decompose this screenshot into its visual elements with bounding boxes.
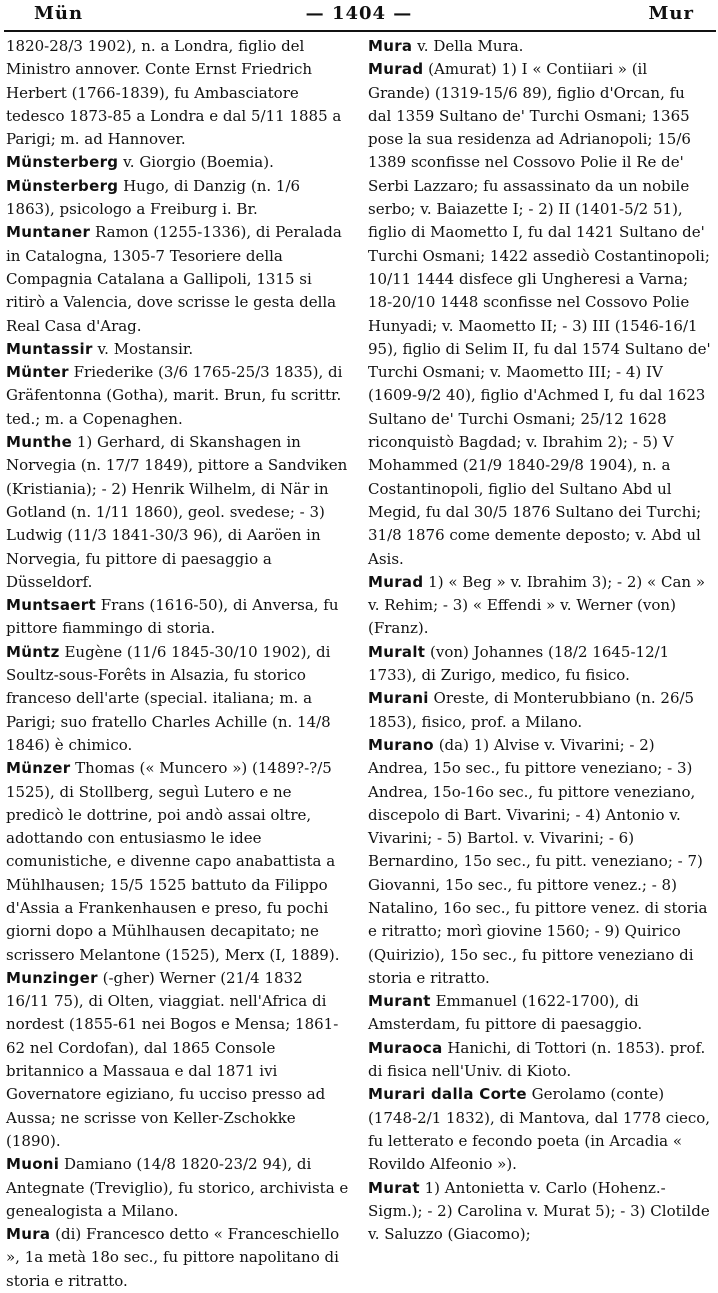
entry-text: Gerolamo (conte) (1748-2/1 1832), di Mantova, dal 1778 cieco, fu letterato e fecondo poeta (in Arcadia « Rovildo Alfeonio »).: [368, 1085, 711, 1174]
entry: [6, 1153, 350, 1223]
entry-headword: Muraoca: [368, 1038, 443, 1057]
entry-text: Ramon (1255-1336), di Peralada in Catalogna, 1305-7 Tesoriere della Compagnia Catalana a Gallipoli, 1315 si ritirò a Valencia, dove scrisse le gesta della Real Casa d'Arag.: [6, 223, 342, 335]
entry-text: v. Della Mura.: [417, 37, 524, 55]
header-rule: [4, 30, 716, 32]
entry-headword: Muntassir: [6, 339, 93, 358]
entry-text: (-gher) Werner (21/4 1832 16/11 75), di Olten, viaggiat. nell'Africa di nordest (1855-61 nei Bogos e Mensa; 1861-62 nel Cordofan), dal 1865 Console britannico a Massaua e dal 1871 ivi Governatore egiziano, fu ucciso presso ad Aussa; ne scrisse von Keller-Zschokke (1890).: [6, 968, 339, 1150]
entry: [368, 734, 712, 990]
entry: [6, 757, 350, 967]
entry-text: (di) Francesco detto « Franceschiello », 1a metà 18o sec., fu pittore napolitano di storia e ritratto.: [6, 1225, 340, 1290]
entry-headword: Mura: [6, 1225, 51, 1244]
entry-headword: Murat: [368, 1178, 420, 1197]
entry-text: 1) Antonietta v. Carlo (Hohenz.-Sigm.); - 2) Carolina v. Murat 5); - 3) Clotilde v. Saluzzo (Giacomo);: [368, 1178, 710, 1244]
entry-text: Damiano (14/8 1820-23/2 94), di Antegnate (Treviglio), fu storico, archivista e genealogista a Milano.: [6, 1155, 349, 1220]
entry-headword: Murad: [368, 60, 424, 79]
header-right-guideword: Mur: [648, 3, 694, 24]
entry-text: Hanichi, di Tottori (n. 1853). prof. di fisica nell'Univ. di Kioto.: [368, 1038, 706, 1081]
entry-text: Hugo, di Danzig (n. 1/6 1863), psicologo a Freiburg i. Br.: [6, 176, 301, 219]
entry-headword: Muntaner: [6, 223, 91, 242]
entry-headword: Münzer: [6, 759, 71, 778]
page-number: — 1404 —: [305, 3, 413, 24]
entry: [6, 338, 350, 361]
entry: [6, 641, 350, 757]
page-header: [0, 0, 718, 28]
entry-headword: Münter: [6, 363, 69, 382]
entry-text: Friederike (3/6 1765-25/3 1835), di Gräfentonna (Gotha), marit. Brun, fu scrittr. ted.; m. a Copenaghen.: [6, 363, 343, 428]
entry: [368, 1037, 712, 1084]
entry-headword: Murari dalla Corte: [368, 1085, 527, 1104]
entry-text: v. Mostansir.: [97, 339, 194, 358]
entry-headword: Münsterberg: [6, 153, 119, 172]
entry: [368, 35, 712, 58]
entry-text: (von) Johannes (18/2 1645-12/1 1733), di Zurigo, medico, fu fisico.: [368, 642, 670, 685]
entry-text: (da) 1) Alvise v. Vivarini; - 2) Andrea, 15o sec., fu pittore veneziano; - 3) Andrea, 15o-16o sec., fu pittore veneziano, discepolo di Bart. Vivarini; - 4) Antonio v. Vivarini; - 5) Bartol. v. Vivarini; - 6) Bernardino, 15o sec., fu pitt. veneziano; - 7) Giovanni, 15o sec., fu pittore venez.; - 8) Natalino, 16o sec., fu pittore venez. di storia e ritratto; morì giovine 1560; - 9) Quirico (Quirizio), 15o sec., fu pittore veneziano di storia e ritratto.: [368, 735, 708, 987]
entry-text: 1) « Beg » v. Ibrahim 3); - 2) « Can » v. Rehim; - 3) « Effendi » v. Werner (von) (Franz).: [368, 572, 705, 638]
right-column: [368, 35, 712, 1246]
entry-text: Oreste, di Monterubbiano (n. 26/5 1853), fisico, prof. a Milano.: [368, 689, 695, 731]
entry-headword: Murani: [368, 689, 429, 708]
entry-headword: Müntz: [6, 642, 60, 661]
entry: [6, 967, 350, 1153]
entry-headword: Munzinger: [6, 968, 98, 987]
entry-text: 1) Gerhard, di Skanshagen in Norvegia (n. 17/7 1849), pittore a Sandviken (Kristiania); - 2) Henrik Wilhelm, di När in Gotland (n. 1/11 1860), geol. svedese; - 3) Ludwig (11/3 1841-30/3 96), di Aaröen in Norvegia, fu pittore di paesaggio a Düsseldorf.: [6, 433, 348, 591]
entry-text: 1820-28/3 1902), n. a Londra, figlio del Ministro annover. Conte Ernst Friedrich Herbert (1766-1839), fu Ambasciatore tedesco 1873-85 a Londra e dal 5/11 1885 a Parigi; m. ad Hannover.: [6, 37, 342, 149]
entry-headword: Munthe: [6, 433, 73, 452]
entry: [6, 1223, 350, 1293]
entry: [368, 571, 712, 641]
entry: [6, 221, 350, 337]
entry: [368, 58, 712, 571]
entry-text: Frans (1616-50), di Anversa, fu pittore fiammingo di storia.: [6, 596, 339, 638]
entry-text: v. Giorgio (Boemia).: [123, 153, 274, 172]
entry-headword: Muralt: [368, 642, 426, 661]
entry-headword: Murano: [368, 735, 434, 754]
entry: [368, 687, 712, 734]
entry: [368, 1177, 712, 1247]
entry: [6, 431, 350, 594]
entry: [368, 990, 712, 1037]
left-column: [6, 35, 350, 1293]
entry-text: Emmanuel (1622-1700), di Amsterdam, fu pittore di paesaggio.: [368, 992, 643, 1034]
entry: [6, 361, 350, 431]
entry: [6, 594, 350, 641]
entry-headword: Murant: [368, 992, 431, 1011]
entry-text: (Amurat) 1) I « Contiiari » (il Grande) (1319-15/6 89), figlio d'Orcan, fu dal 1359 Sultano de' Turchi Osmani; 1365 pose la sua residenza ad Adrianopoli; 15/6 1389 sconfisse nel Cossovo Polie il Re de' Serbi Lazzaro; fu assassinato da un nobile serbo; v. Baiazette I; - 2) II (1401-5/2 51), figlio di Maometto I, fu dal 1421 Sultano de' Turchi Osmani; 1422 assediò Costantinopoli; 10/11 1444 disfece gli Ungheresi a Varna; 18-20/10 1448 sconfisse nel Cossovo Polie Hunyadi; v. Maometto II; - 3) III (1546-16/1 95), figlio di Selim II, fu dal 1574 Sultano de' Turchi Osmani; v. Maometto III; - 4) IV (1609-9/2 40), figlio d'Achmed I, fu dal 1623 Sultano de' Turchi Osmani; 25/12 1628 riconquistò Bagdad; v. Ibrahim 2); - 5) V Mohammed (21/9 1840-29/8 1904), n. a Costantinopoli, figlio del Sultano Abd ul Megid, fu dal 30/5 1876 Sultano dei Turchi; 31/8 1876 come demente deposto; v. Abd ul Asis.: [368, 60, 711, 568]
entry-headword: Muntsaert: [6, 596, 96, 615]
entry: [6, 175, 350, 222]
entry-headword: Mura: [368, 37, 413, 55]
entry-text: Thomas (« Muncero ») (1489?-?/5 1525), di Stollberg, seguì Lutero e ne predicò le dottrine, poi andò assai oltre, adottando con entusiasmo le idee comunistiche, e divenne capo anabattista a Mühlhausen; 15/5 1525 battuto da Filippo d'Assia a Frankenhausen e preso, fu pochi giorni dopo a Mühlhausen decapitato; ne scrissero Melantone (1525), Merx (I, 1889).: [6, 759, 340, 964]
entry-headword: Muoni: [6, 1155, 60, 1174]
header-left-guideword: Mün: [34, 3, 84, 24]
entry-headword: Murad: [368, 572, 424, 591]
entry: [368, 1083, 712, 1176]
entry: [368, 641, 712, 688]
entry-text: Eugène (11/6 1845-30/10 1902), di Soultz-sous-Forêts in Alsazia, fu storico franceso dell'arte (special. italiana; m. a Parigi; suo fratello Charles Achille (n. 14/8 1846) è chimico.: [6, 642, 331, 754]
entry: [6, 151, 350, 174]
entry: [6, 35, 350, 151]
entry-headword: Münsterberg: [6, 176, 119, 195]
